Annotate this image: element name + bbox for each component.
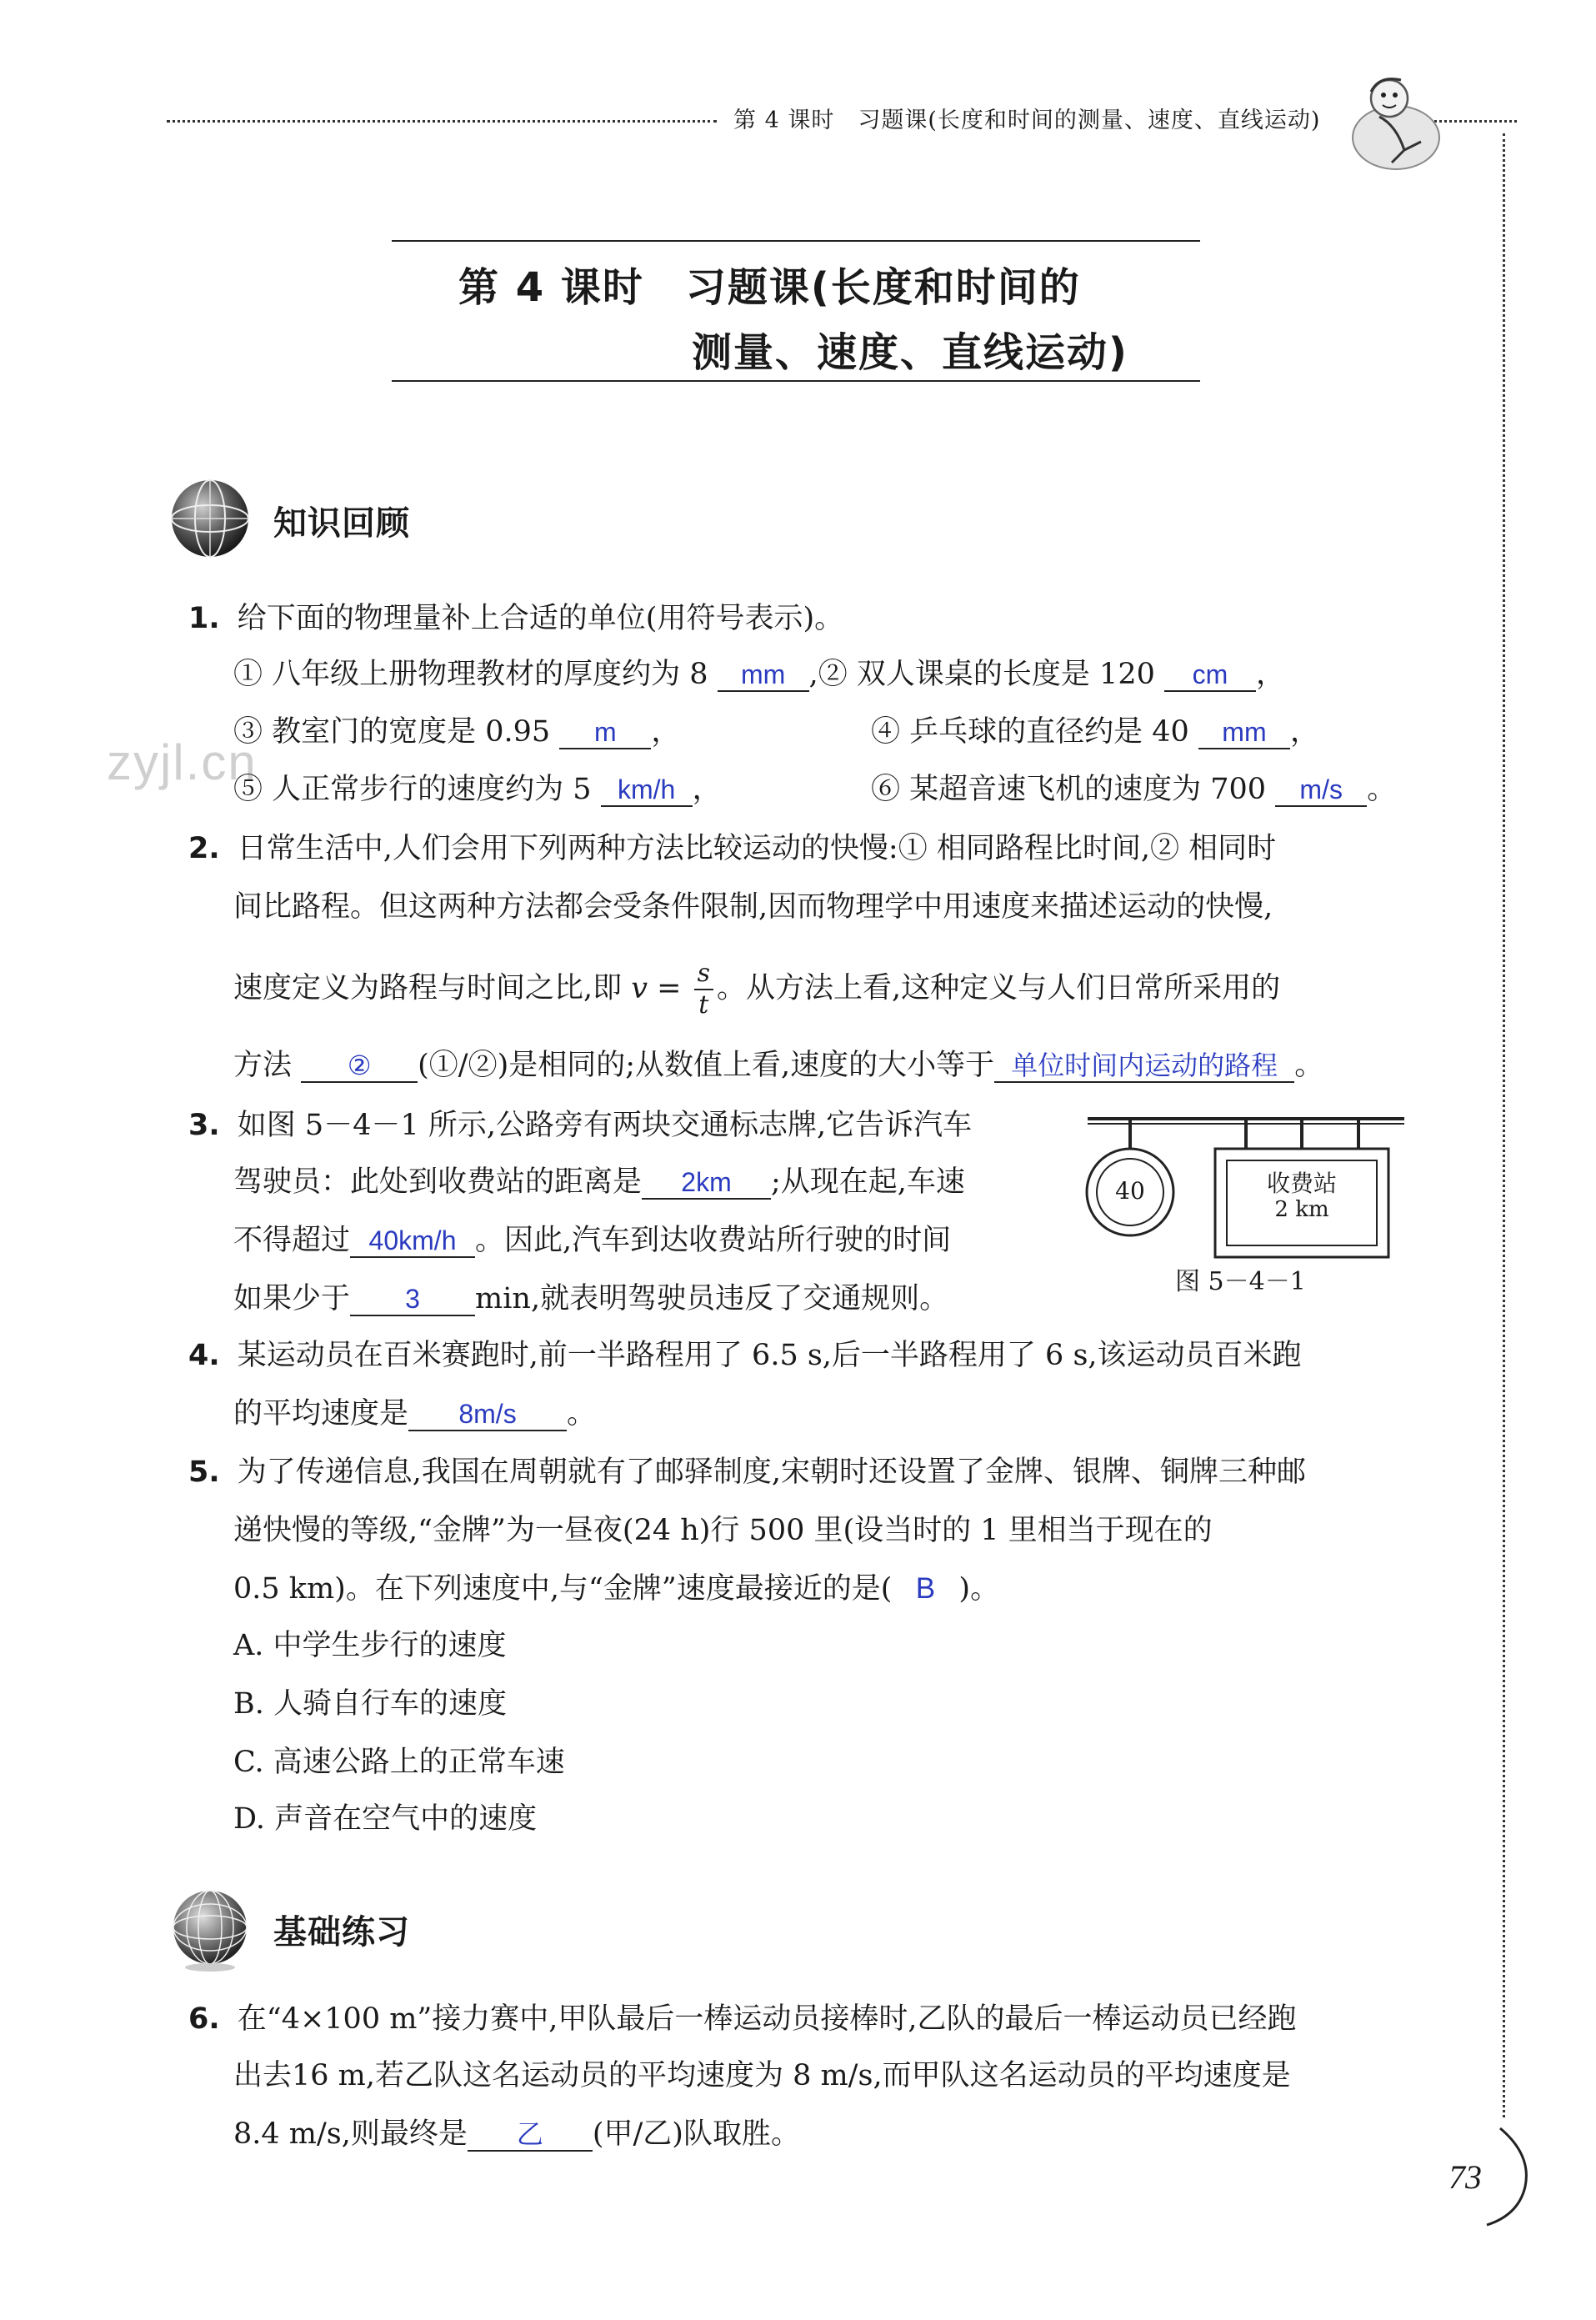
q5-answer: B <box>915 1572 936 1605</box>
q3-line4 <box>233 1280 948 1317</box>
q1-item5-comma: ， <box>692 773 722 806</box>
q5-option-a: A. 中学生步行的速度 <box>233 1629 507 1662</box>
q3-line3-pre: 不得超过 <box>233 1224 351 1257</box>
q2-line3-post: 。从方法上看,这种定义与人们日常所采用的 <box>717 971 1281 1005</box>
q1-item4-text: ④ 乒乓球的直径约是 40 <box>871 715 1189 749</box>
q2-velocity-symbol: v <box>631 971 648 1005</box>
q4-answer: 8m/s <box>408 1398 567 1431</box>
q5-line1 <box>188 1454 1306 1491</box>
q2-fraction-num: s <box>694 959 713 990</box>
q3-line1 <box>188 1107 972 1144</box>
q6-line3-post: (甲/乙)队取胜。 <box>592 2117 800 2151</box>
q4-line1-text: 某运动员在百米赛跑时,前一半路程用了 6.5 s,后一半路程用了 6 s,该运动员百米跑 <box>237 1339 1302 1372</box>
q5-option-b: B. 人骑自行车的速度 <box>233 1687 507 1721</box>
q1-number: 1. <box>188 602 220 635</box>
q6-line2: 出去16 m,若乙队这名运动员的平均速度为 8 m/s,而甲队这名运动员的平均速度是 <box>233 2059 1291 2092</box>
q3-answer3: 3 <box>350 1283 475 1316</box>
section-title-basic: 基础练习 <box>273 1913 410 1952</box>
q4-line1 <box>188 1337 1302 1374</box>
q3-line1-text: 如图 5－4－1 所示,公路旁有两块交通标志牌,它告诉汽车 <box>237 1109 973 1142</box>
q1-item2-comma: ， <box>1256 658 1286 691</box>
q1-item1-text: ① 八年级上册物理教材的厚度约为 8 <box>233 658 708 691</box>
q2-line4 <box>233 1047 1323 1084</box>
q1-stem <box>188 600 843 637</box>
q3-line2-post: ;从现在起,车速 <box>771 1165 965 1199</box>
toll-sign-text1: 收费站 <box>1266 1170 1337 1197</box>
q5-number: 5. <box>188 1456 220 1489</box>
q1-item6-text: ⑥ 某超音速飞机的速度为 700 <box>871 773 1267 806</box>
q5-line1-text: 为了传递信息,我国在周朝就有了邮驿制度,宋朝时还设置了金牌、银牌、铜牌三种邮 <box>237 1456 1307 1489</box>
q2-equals: = <box>648 971 691 1005</box>
q4-line2 <box>233 1396 596 1432</box>
q5-line3 <box>233 1571 999 1607</box>
q5-option-d: D. 声音在空气中的速度 <box>233 1802 538 1836</box>
globe-icon <box>167 475 258 567</box>
q3-line2 <box>233 1164 965 1200</box>
mascot-icon <box>1346 58 1446 175</box>
q2-fraction <box>694 959 713 1020</box>
q3-line2-pre: 驾驶员：此处到收费站的距离是 <box>233 1165 643 1199</box>
lesson-title-line1: 第 4 课时 习题课(长度和时间的 <box>458 264 1081 311</box>
q6-line3 <box>233 2116 800 2152</box>
q1-item5-text: ⑤ 人正常步行的速度约为 5 <box>233 773 592 806</box>
q5-option-c: C. 高速公路上的正常车速 <box>233 1746 565 1779</box>
figure-caption: 图 5－4－1 <box>1175 1267 1306 1296</box>
q2-line4-pre: 方法 <box>233 1049 293 1082</box>
toll-sign-text2: 2 km <box>1274 1197 1329 1222</box>
q2-line2: 间比路程。但这两种方法都会受条件限制,因而物理学中用速度来描述运动的快慢, <box>233 890 1273 924</box>
q1-item3-answer: m <box>559 716 651 749</box>
q1-item6-period: 。 <box>1367 773 1397 806</box>
q1-item3-text: ③ 教室门的宽度是 0.95 <box>233 715 551 749</box>
lesson-title-block <box>392 240 1200 382</box>
q3-line3-post: 。因此,汽车到达收费站所行驶的时间 <box>475 1224 952 1257</box>
q3-line4-pre: 如果少于 <box>233 1282 351 1315</box>
speed-limit-value: 40 <box>1115 1177 1145 1205</box>
section-title-review: 知识回顾 <box>273 504 410 543</box>
lesson-title-line2: 测量、速度、直线运动) <box>692 329 1128 376</box>
q1-item4-answer: mm <box>1198 716 1290 749</box>
title-rule-top <box>392 240 1200 242</box>
q1-item4-line <box>871 714 1319 750</box>
q5-line3-post: )。 <box>958 1572 1000 1606</box>
q3-answer2: 40km/h <box>350 1225 475 1258</box>
q1-item-row1 <box>233 656 1285 693</box>
q1-item6-answer: m/s <box>1275 774 1367 807</box>
q6-answer: 乙 <box>468 2118 593 2152</box>
q3-line3 <box>233 1222 951 1259</box>
q4-line2-post: 。 <box>567 1397 597 1431</box>
q1-item3-comma: ， <box>651 715 681 749</box>
q2-answer1: ② <box>301 1050 418 1083</box>
q1-item6-line <box>871 771 1396 808</box>
q1-item2-answer: cm <box>1164 659 1256 692</box>
q5-line3-pre: 0.5 km)。在下列速度中,与“金牌”速度最接近的是( <box>233 1572 893 1606</box>
q1-item2-text: ,② 双人课桌的长度是 120 <box>808 658 1155 691</box>
q6-line1-text: 在“4×100 m”接力赛中,甲队最后一棒运动员接棒时,乙队的最后一棒运动员已经跑 <box>237 2002 1297 2036</box>
q1-item5-answer: km/h <box>601 774 693 807</box>
q2-answer2: 单位时间内运动的路程 <box>994 1050 1294 1083</box>
watermark: zyjl.cn <box>107 734 258 790</box>
q6-line1 <box>188 2001 1297 2037</box>
section-heading-review <box>167 475 583 567</box>
title-rule-bottom <box>392 380 1200 382</box>
q3-number: 3. <box>188 1109 220 1142</box>
q4-line2-pre: 的平均速度是 <box>233 1397 409 1431</box>
section-heading-basic <box>167 1884 583 1976</box>
q2-line4-mid: (①/②)是相同的;从数值上看,速度的大小等于 <box>418 1049 995 1082</box>
q6-line3-pre: 8.4 m/s,则最终是 <box>233 2117 468 2151</box>
wire-globe-icon <box>167 1884 258 1976</box>
q2-fraction-den: t <box>698 990 709 1020</box>
q2-line1 <box>188 830 1276 867</box>
q3-answer1: 2km <box>642 1166 771 1200</box>
q2-line1-text: 日常生活中,人们会用下列两种方法比较运动的快慢:① 相同路程比时间,② 相同时 <box>237 832 1277 865</box>
q3-line4-post: min,就表明驾驶员违反了交通规则。 <box>475 1282 949 1315</box>
q2-line3-pre: 速度定义为路程与时间之比,即 <box>233 971 632 1005</box>
margin-dotted-rule <box>1503 133 1505 2117</box>
q2-number: 2. <box>188 832 220 865</box>
header-dotted-rule <box>167 120 717 123</box>
q2-line4-end: 。 <box>1294 1049 1324 1082</box>
q5-line2: 递快慢的等级,“金牌”为一昼夜(24 h)行 500 里(设当时的 1 里相当于现在的 <box>233 1514 1213 1547</box>
q1-item4-comma: ， <box>1289 715 1319 749</box>
q1-stem-text: 给下面的物理量补上合适的单位(用符号表示)。 <box>237 602 844 635</box>
q1-item1-answer: mm <box>718 659 809 692</box>
q1-item3-line <box>233 714 680 750</box>
running-title: 第 4 课时 习题课(长度和时间的测量、速度、直线运动) <box>733 108 1321 133</box>
q4-number: 4. <box>188 1339 220 1372</box>
q2-line3 <box>233 959 1280 1020</box>
running-header <box>167 98 1500 140</box>
q1-item5-line <box>233 771 722 808</box>
page-number: 73 <box>1448 2158 1482 2196</box>
q6-number: 6. <box>188 2002 220 2036</box>
